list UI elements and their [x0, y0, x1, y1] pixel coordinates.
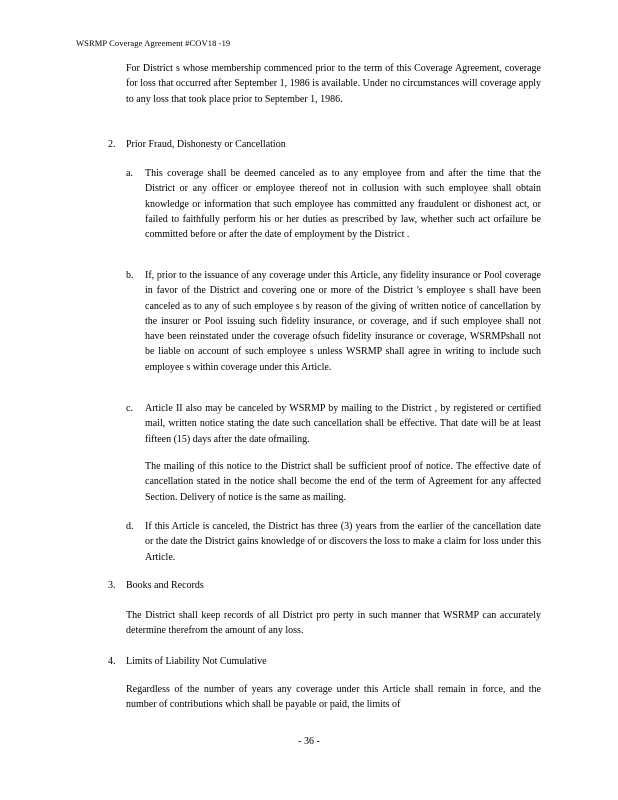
item-d-letter: d.: [126, 521, 134, 532]
section-2-number: 2.: [108, 139, 116, 150]
item-b-paragraph: If, prior to the issuance of any coverage under this Article, any fidelity insurance or Pool coverage in favor of the District and covering one or more of the District 's employee s shall have been canceled as to any of such employee s by reason of the giving of written notice of cancellation by the insurer or Pool issuing such fidelity insurance, or coverage, and if such employee shall not have been reinstated under the coverage ofsuch fidelity insurance or coverage, WSRMPshall not be liable on account of such employee s unless WSRMP shall agree in writing to include such employee s within coverage under this Article.: [145, 270, 541, 373]
item-c-letter: c.: [126, 403, 133, 414]
page-number: - 36 -: [298, 736, 320, 747]
item-a-paragraph: This coverage shall be deemed canceled as to any employee from and after the time that the District or any officer or employee thereof not in collusion with such employee shall obtain knowledge or information that such employee has committed any fraudulent or dishonest act, or failed to faithfully perform his or her duties as prescribed by law, whether such act orfailure be committed before or after the date of employment by the District .: [145, 168, 541, 241]
section-3-title: Books and Records: [126, 580, 204, 591]
section-3-number: 3.: [108, 580, 116, 591]
running-header: WSRMP Coverage Agreement #COV18 -19: [76, 38, 231, 48]
item-c-paragraph-1: Article II also may be canceled by WSRMP by mailing to the District , by registered or certified mail, written notice stating the date such cancellation shall be effective. That date will be at least fifteen (15) days after the date ofmailing.: [145, 403, 541, 445]
section-4-paragraph: Regardless of the number of years any coverage under this Article shall remain in force, and the number of contributions which shall be payable or paid, the limits of: [126, 684, 541, 711]
intro-paragraph: For District s whose membership commenced prior to the term of this Coverage Agreement, coverage for loss that occurred after September 1, 1986 is available. Under no circumstances will coverage apply to any loss that took place prior to September 1, 1986.: [126, 63, 541, 105]
item-c-paragraph-2: The mailing of this notice to the District shall be sufficient proof of notice. The effective date of cancellation stated in the notice shall become the end of the term of Agreement for any affected Section. Delivery of notice is the same as mailing.: [145, 461, 541, 503]
item-b-letter: b.: [126, 270, 134, 281]
item-a-letter: a.: [126, 168, 133, 179]
section-4-title: Limits of Liability Not Cumulative: [126, 656, 267, 667]
section-4-number: 4.: [108, 656, 116, 667]
section-3-paragraph: The District shall keep records of all District pro perty in such manner that WSRMP can accurately determine therefrom the amount of any loss.: [126, 610, 541, 637]
section-2-title: Prior Fraud, Dishonesty or Cancellation: [126, 139, 286, 150]
item-d-paragraph: If this Article is canceled, the District has three (3) years from the earlier of the cancellation date or the date the District gains knowledge of or discovers the loss to make a claim for loss under this Article.: [145, 521, 541, 563]
